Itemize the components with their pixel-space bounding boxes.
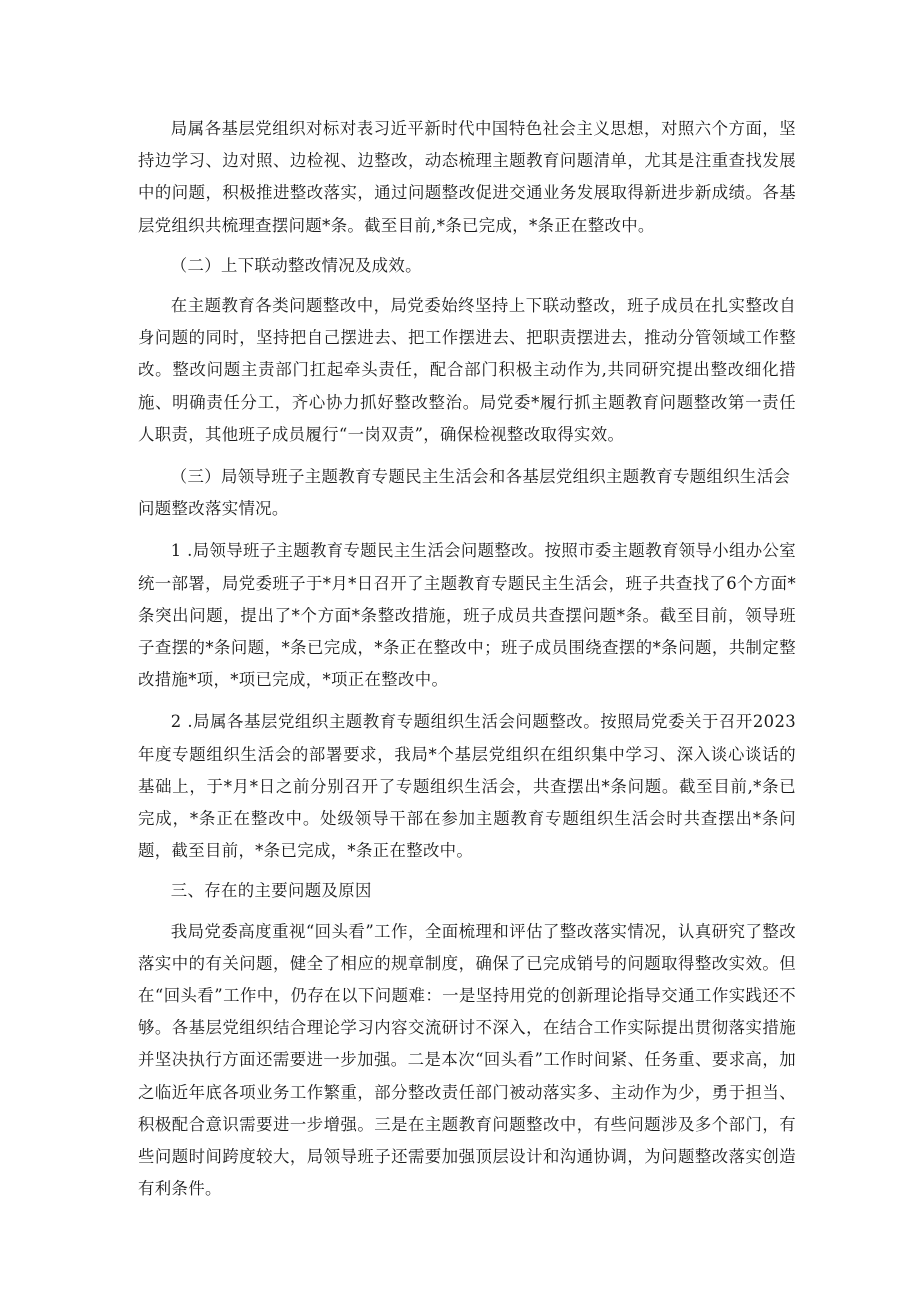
heading-linked-rectification: （二）上下联动整改情况及成效。	[170, 255, 422, 275]
paragraph-main-problems: 我局党委高度重视“回头看”工作，全面梳理和评估了整改落实情况，认真研究了整改落实中的有关问题，健全了相应的规章制度，确保了已完成销号的问题取得整改实效。但在“回头看”工作中，仍存在以下问题难：一是坚持用党的创新理论指导交通工作实践还不够。各基层党组织结合理论学习内容交流研讨不深入，在结合工作实际提出贯彻落实措施并坚决执行方面还需要进一步加强。二是本次“回头看”工作时间紧、任务重、要求高，加之临近年底各项业务工作繁重，部分整改责任部门被动落实多、主动作为少，勇于担当、积极配合意识需要进一步增强。三是在主题教育问题整改中，有些问题涉及多个部门，有些问题时间跨度较大，局领导班子还需要加强顶层设计和沟通协调，为问题整改落实创造有利条件。	[138, 921, 796, 1199]
paragraph-linked-rectification: 在主题教育各类问题整改中，局党委始终坚持上下联动整改，班子成员在扎实整改自身问题的同时，坚持把自己摆进去、把工作摆进去、把职责摆进去，推动分管领域工作整改。整改问题主责部门扛起牵头责任，配合部门积极主动作为,共同研究提出整改细化措施、明确责任分工，齐心协力抓好整改整治。局党委*履行抓主题教育问题整改第一责任人职责，其他班子成员履行“一岗双责”，确保检视整改取得实效。	[138, 296, 796, 444]
paragraph-democratic-life-meeting: 1 .局领导班子主题教育专题民主生活会问题整改。按照市委主题教育领导小组办公室统一部署，局党委班子于*月*日召开了主题教育专题民主生活会，班子共查找了6个方面*条突出问题，提出了*个方面*条整改措施，班子成员共查摆问题*条。截至目前，领导班子查摆的*条问题，*条已完成，*条正在整改中；班子成员围绕查摆的*条问题，共制定整改措施*项，*项已完成，*项正在整改中。	[138, 541, 796, 690]
heading-main-problems: 三、存在的主要问题及原因	[170, 881, 372, 901]
paragraph-organizational-life-meeting: 2 .局属各基层党组织主题教育专题组织生活会问题整改。按照局党委关于召开2023年度专题组织生活会的部署要求，我局*个基层党组织在组织集中学习、深入谈心谈话的基础上，于*月*日之前分别召开了专题组织生活会，共查摆出*条问题。截至目前,*条已完成，*条正在整改中。处级领导干部在参加主题教育专题组织生活会时共查摆出*条问题，截至目前，*条已完成，*条正在整改中。	[138, 712, 796, 861]
paragraph-party-org-rectification: 局属各基层党组织对标对表习近平新时代中国特色社会主义思想，对照六个方面，坚持边学习、边对照、边检视、边整改，动态梳理主题教育问题清单，尤其是注重查找发展中的问题，积极推进整改落实，通过问题整改促进交通业务发展取得新进步新成绩。各基层党组织共梳理查摆问题*条。截至目前,*条已完成，*条正在整改中。	[138, 119, 796, 235]
heading-life-meeting-rectification: （三）局领导班子主题教育专题民主生活会和各基层党组织主题教育专题组织生活会问题整改落实情况。	[138, 467, 791, 519]
document-page	[138, 113, 796, 1206]
